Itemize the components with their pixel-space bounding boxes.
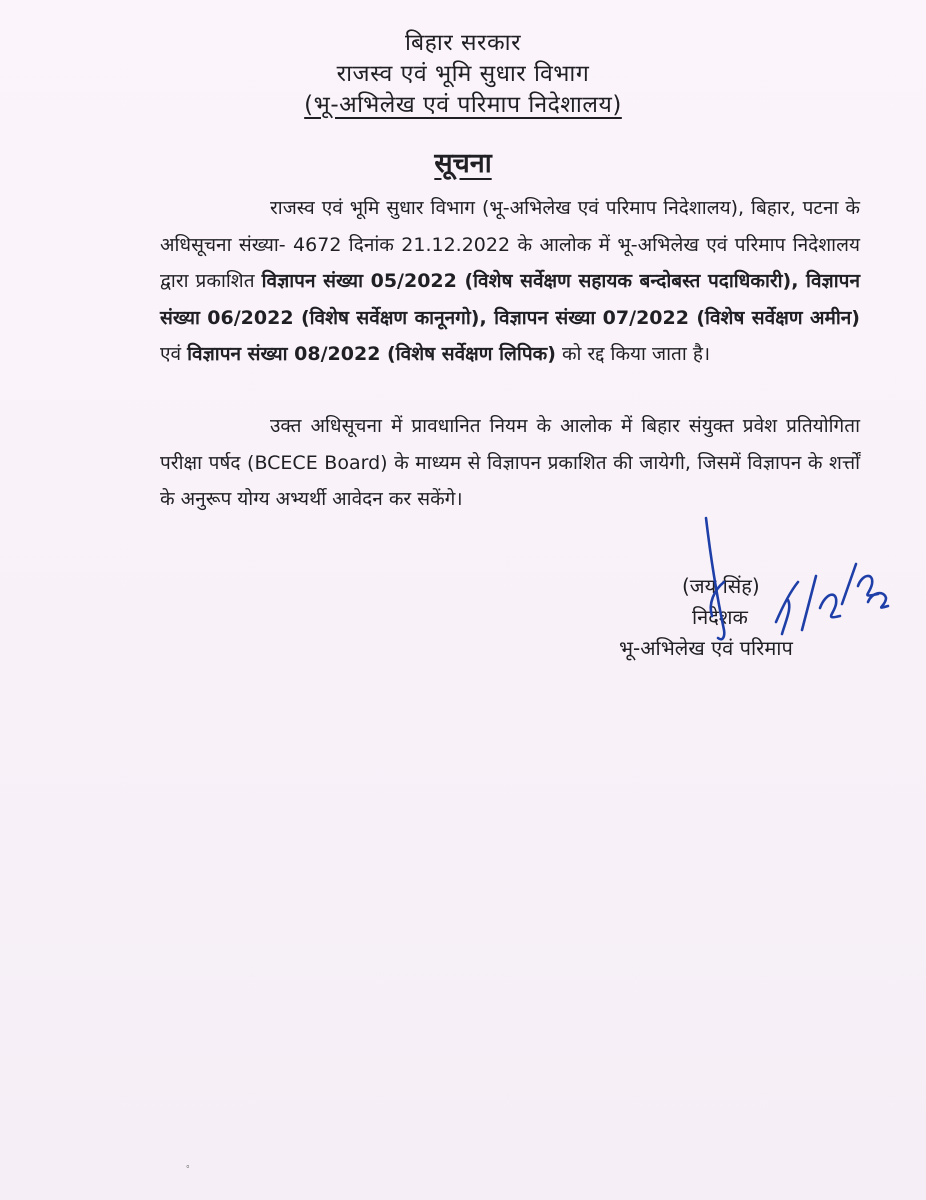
para1-advertisement-08-bold: विज्ञापन संख्या 08/2022 (विशेष सर्वेक्षण लिपिक) [187, 343, 556, 365]
page-mark: ﾟ [186, 1164, 193, 1178]
para1-text-3: को रद्द किया जाता है। [555, 343, 711, 365]
para1-text-2: एवं [160, 343, 188, 365]
signatory-name: (जय सिंह) [682, 574, 760, 598]
department-name: राजस्व एवं भूमि सुधार विभाग [336, 61, 590, 87]
letterhead [0, 28, 926, 121]
signatory-department: भू-अभिलेख एवं परिमाप [619, 636, 793, 660]
signatory-designation: निदेशक [692, 605, 748, 629]
notice-title: सूचना [434, 148, 492, 179]
handwritten-signature [690, 512, 890, 662]
para1-text-1: राजस्व एवं भूमि सुधार विभाग (भू-अभिलेख एवं परिमाप निदेशालय), बिहार, पटना के अधिसूचना संख्या- 4672 दिनांक 21.12.2022 के आलोक में भू-अभिलेख एवं परिमाप निदेशालय द्वारा प्रकाशित [160, 197, 860, 292]
notice-paragraph-1 [160, 190, 860, 373]
para1-advertisements-bold: विज्ञापन संख्या 05/2022 (विशेष सर्वेक्षण सहायक बन्दोबस्त पदाधिकारी), विज्ञापन संख्या 06/2022 (विशेष सर्वेक्षण कानूनगो), विज्ञापन संख्या 07/2022 (विशेष सर्वेक्षण अमीन) [160, 270, 860, 329]
directorate-name: (भू-अभिलेख एवं परिमाप निदेशालय) [304, 92, 622, 118]
government-name: बिहार सरकार [405, 30, 521, 56]
notice-paragraph-2: उक्त अधिसूचना में प्रावधानित नियम के आलोक में बिहार संयुक्त प्रवेश प्रतियोगिता परीक्षा पर्षद (BCECE Board) के माध्यम से विज्ञापन प्रकाशित की जायेगी, जिसमें विज्ञापन के शर्त्तों के अनुरूप योग्य अभ्यर्थी आवेदन कर सकेंगे। [160, 415, 860, 510]
